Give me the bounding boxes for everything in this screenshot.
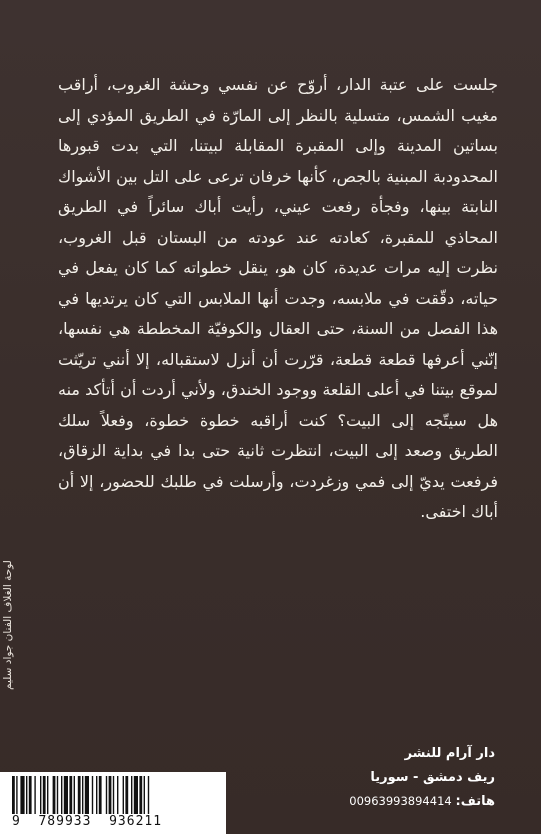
phone-number: 00963993894414 <box>349 794 452 808</box>
blurb-paragraph: جلست على عتبة الدار، أروّح عن نفسي وحشة الغروب، أراقب مغيب الشمس، متسلية بالنظر إلى المارّة في الطريق المؤدي إلى بساتين المدينة وإلى المقبرة المقابلة لبيتنا، التي بدت قبورها المحدودبة المبنية بالجص، كأنها خرفان ترعى على التل بين الأشواك النابتة بينها، وفجأة رفعت عيني، رأيت أباك سائراً في الطريق المحاذي للمقبرة، كعادته عند عودته من البستان قبل الغروب، نظرت إليه مرات عديدة، كان هو، ينقل خطواته كما كان يفعل في حياته، دقّقت في ملابسه، وجدت أنها الملابس التي كان يرتديها في هذا الفصل من السنة، حتى العقال والكوفيّة المخططة هي نفسها، إنّني أعرفها قطعة قطعة، قرّرت أن أنزل لاستقباله، إلا أنني تريّثت لموقع بيتنا في أعلى القلعة ووجود الخندق، ولأني أردت أن أتأكد منه هل سيتّجه إلى البيت؟ كنت أراقبه خطوة خطوة، وفعلاً سلك الطريق وصعد إلى البيت، انتظرت ثانية حتى بدا في بداية الزقاق، فرفعت يديّ إلى فمي وزغردت، وأرسلت في طلبك للحضور، إلا أن أباك اختفى. <box>58 75 498 521</box>
barcode-bars-icon <box>12 776 214 814</box>
cover-art-credit: لوحة الغلاف الفنان جواد سليم <box>2 560 14 690</box>
phone-label: هاتف: <box>455 794 495 809</box>
publisher-name: دار آرام للنشر <box>404 746 495 761</box>
publisher-location: ريف دمشق - سوريا <box>370 770 495 785</box>
barcode-digits: 9 789933 936211 <box>12 814 163 829</box>
publisher-info <box>295 742 495 813</box>
isbn-barcode <box>0 772 226 834</box>
publisher-phone <box>295 790 495 813</box>
